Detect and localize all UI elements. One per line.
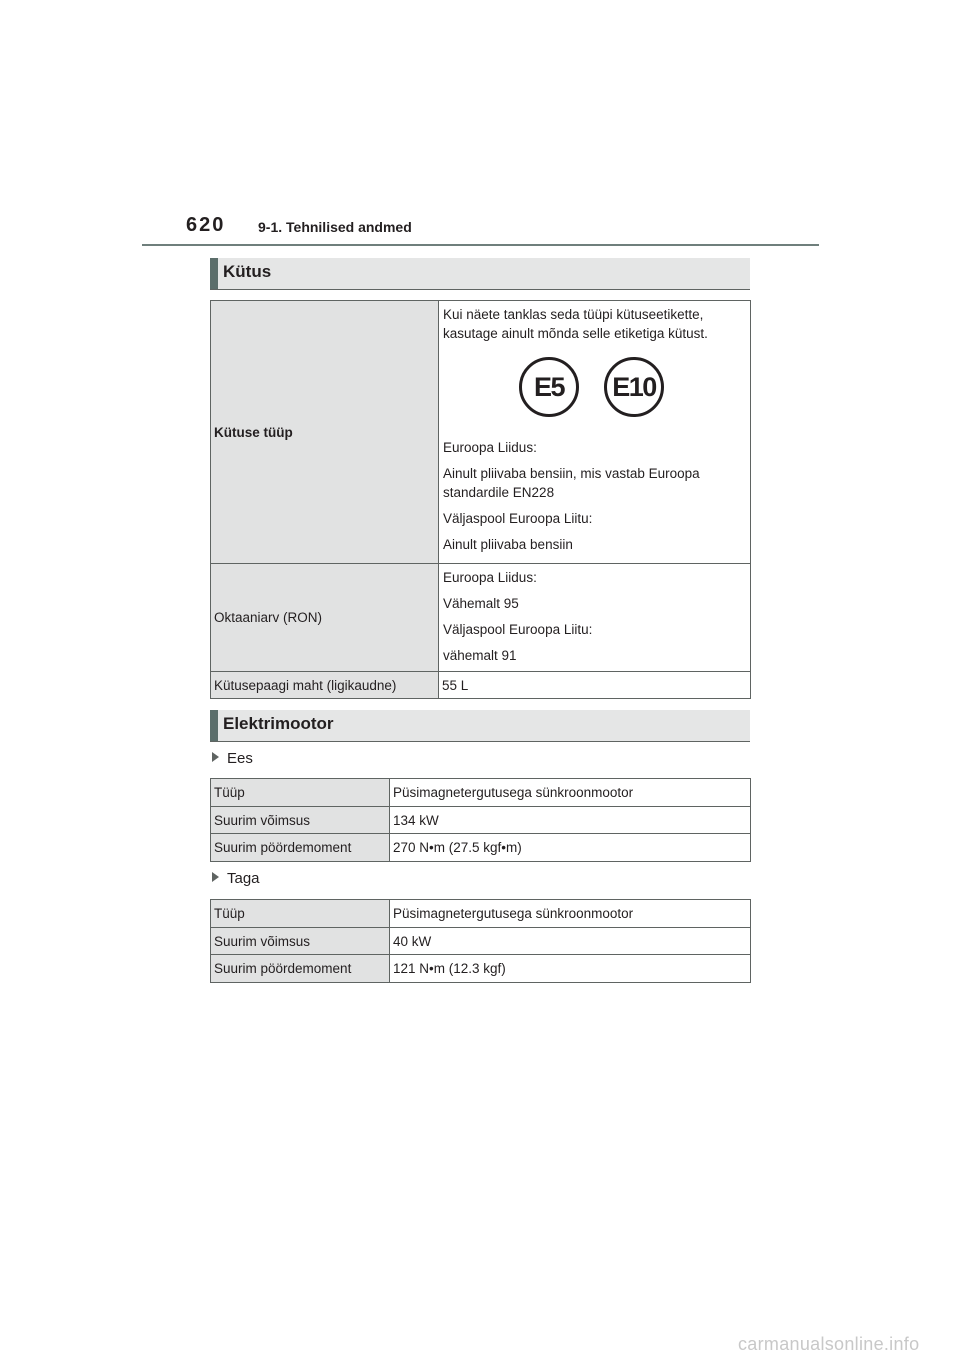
- table-row: [211, 955, 751, 983]
- triangle-bullet-icon: [212, 752, 219, 762]
- non-eu-octane-value: vähemalt 91: [443, 648, 517, 663]
- motor-section-title: Elektrimootor: [223, 714, 334, 733]
- fuel-type-label: Kütuse tüüp: [211, 301, 439, 564]
- front-motor-table: [210, 778, 751, 862]
- page-number: 620: [186, 214, 226, 236]
- motor-type-value: Püsimagnetergutusega sünkroonmootor: [390, 900, 751, 928]
- fuel-type-intro: Kui näete tanklas seda tüüpi kütuseetikette, kasutage ainult mõnda selle etiketiga kütust.: [443, 307, 708, 341]
- site-watermark: carmanualsonline.info: [738, 1334, 920, 1354]
- table-row: [211, 807, 751, 834]
- fuel-spec-table: [210, 300, 751, 699]
- e5-fuel-badge: E5: [519, 357, 579, 417]
- table-row: [211, 672, 751, 699]
- table-row: [211, 301, 751, 564]
- motor-type-value: Püsimagnetergutusega sünkroonmootor: [390, 779, 751, 807]
- octane-value: [439, 564, 751, 672]
- non-eu-fuel-text: Ainult pliivaba bensiin: [443, 537, 573, 552]
- max-power-value: 40 kW: [390, 928, 751, 955]
- table-row: [211, 779, 751, 807]
- table-row: [211, 564, 751, 672]
- fuel-type-value: [439, 301, 751, 564]
- rear-motor-table: [210, 899, 751, 983]
- heading-accent-bar: [210, 258, 218, 289]
- non-eu-heading: Väljaspool Euroopa Liitu:: [443, 622, 593, 637]
- rear-motor-heading-text: Taga: [227, 870, 260, 887]
- header-rule: [142, 244, 819, 246]
- motor-type-label: Tüüp: [211, 779, 390, 807]
- tank-capacity-value: 55 L: [439, 672, 751, 699]
- eu-fuel-text: Ainult pliivaba bensiin, mis vastab Euroopa standardile EN228: [443, 466, 700, 500]
- section-reference: 9-1. Tehnilised andmed: [258, 219, 412, 235]
- e10-fuel-badge: E10: [604, 357, 664, 417]
- max-torque-value: 121 N•m (12.3 kgf): [390, 955, 751, 983]
- rear-motor-heading: [212, 870, 260, 887]
- octane-label: Oktaaniarv (RON): [211, 564, 439, 672]
- max-power-label: Suurim võimsus: [211, 928, 390, 955]
- table-row: [211, 900, 751, 928]
- max-power-label: Suurim võimsus: [211, 807, 390, 834]
- front-motor-heading-text: Ees: [227, 750, 253, 767]
- eu-octane-value: Vähemalt 95: [443, 596, 519, 611]
- tank-capacity-label: Kütusepaagi maht (ligikaudne): [211, 672, 439, 699]
- table-row: [211, 834, 751, 862]
- max-torque-label: Suurim pöördemoment: [211, 955, 390, 983]
- max-torque-label: Suurim pöördemoment: [211, 834, 390, 862]
- table-row: [211, 928, 751, 955]
- eu-heading: Euroopa Liidus:: [443, 440, 537, 455]
- triangle-bullet-icon: [212, 872, 219, 882]
- motor-type-label: Tüüp: [211, 900, 390, 928]
- heading-accent-bar: [210, 710, 218, 741]
- non-eu-heading: Väljaspool Euroopa Liitu:: [443, 511, 593, 526]
- fuel-section-heading: [210, 258, 750, 290]
- front-motor-heading: [212, 750, 253, 767]
- fuel-section-title: Kütus: [223, 262, 272, 281]
- eu-heading: Euroopa Liidus:: [443, 570, 537, 585]
- max-torque-value: 270 N•m (27.5 kgf•m): [390, 834, 751, 862]
- motor-section-heading: [210, 710, 750, 742]
- fuel-label-badges: [443, 350, 746, 438]
- max-power-value: 134 kW: [390, 807, 751, 834]
